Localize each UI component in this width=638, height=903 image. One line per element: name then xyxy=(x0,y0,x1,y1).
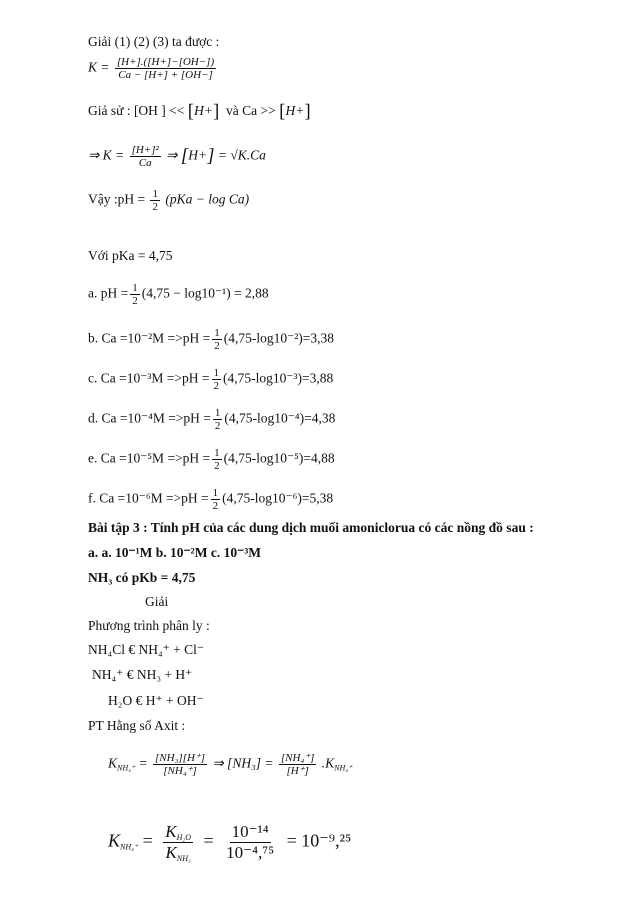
ka-tail-sub: NH₄⁺ xyxy=(334,763,353,773)
case-frac-num: 1 xyxy=(132,282,138,294)
equation-2: NH₄⁺ € NH₃ + H⁺ xyxy=(92,667,193,682)
ka-frac1 xyxy=(153,752,207,777)
kv-den: $K_{NH_3}$ xyxy=(165,843,191,863)
equation-1: NH₄Cl € NH₄⁺ + Cl⁻ xyxy=(88,642,205,657)
equation-3: H₂O € H⁺ + OH⁻ xyxy=(108,693,204,708)
case-label: f. Ca =10⁻⁶M =>pH = xyxy=(88,490,209,506)
k-fraction xyxy=(115,56,216,81)
case-e xyxy=(88,447,335,472)
pka-line: Với pKa = 4,75 xyxy=(88,248,173,263)
case-f xyxy=(88,487,333,512)
case-frac-den: 2 xyxy=(132,295,138,307)
assume-text2: và Ca >> xyxy=(226,103,276,118)
derive-eq: = √K.Ca xyxy=(217,147,266,163)
case-d xyxy=(88,407,335,432)
derive-line: ⇒ K = $\frac{\text{[H+]²}}{Ca}$ ⇒ [H+] = √K.Ca xyxy=(88,144,266,169)
case-expr: (4,75-log10⁻³)=3,88 xyxy=(223,370,334,386)
ph-den: 2 xyxy=(152,201,158,213)
eq-heading: Phương trình phân ly : xyxy=(88,618,210,633)
derive-arrow2: ⇒ xyxy=(166,147,178,163)
case-label: e. Ca =10⁻⁵M =>pH = xyxy=(88,450,211,466)
kv-den-val: 10⁻⁴,⁷⁵ xyxy=(226,843,275,862)
kv-num: $K_{H_2O}$ xyxy=(165,822,191,842)
case-a xyxy=(88,282,269,307)
ph-general xyxy=(88,188,249,213)
ka-lhs: K xyxy=(108,755,118,771)
case-frac-num: 1 xyxy=(214,327,220,339)
exercise3-nh3: NH₃ có pKb = 4,75 xyxy=(88,570,196,585)
case-expr: (4,75 − log10⁻¹) = 2,88 xyxy=(141,285,269,301)
case-expr: (4,75-log10⁻⁴)=4,38 xyxy=(224,410,336,426)
solution-heading: Giải xyxy=(145,594,169,609)
assume-text1: Giả sử : [OH ] << xyxy=(88,103,185,118)
case-frac-den: 2 xyxy=(214,460,220,472)
case-label: c. Ca =10⁻³M =>pH = xyxy=(88,370,210,386)
derive-arrow: ⇒ K = xyxy=(88,147,125,163)
ka-lhs-sub: NH₄⁺ xyxy=(117,763,136,773)
case-frac-den: 2 xyxy=(214,420,221,432)
case-frac-num: 1 xyxy=(214,447,220,459)
exercise3-options: a. a. 10⁻¹M b. 10⁻²M c. 10⁻³M xyxy=(88,545,261,560)
k-lhs: K = xyxy=(88,59,110,75)
kv-num-val: 10⁻¹⁴ xyxy=(231,822,269,841)
derive-denominator: Ca xyxy=(138,157,152,169)
ph-num: 1 xyxy=(152,188,158,200)
ka-frac2 xyxy=(279,752,316,777)
k-formula xyxy=(88,56,218,81)
derive-numerator: [H+]² xyxy=(131,144,159,156)
case-frac-den: 2 xyxy=(212,500,219,512)
case-frac-num: 1 xyxy=(214,407,221,419)
kv-frac2 xyxy=(224,822,276,863)
ka-tail: .K xyxy=(321,755,335,771)
ka-num1: [NH₃][H⁺] xyxy=(155,752,205,764)
ka-value: $K_{NH_4^+}$ = $\frac{K_{H_2O}}{K_{NH_3}}$ = $\frac{\text{10⁻¹⁴}}{\text{10⁻⁴,⁷⁵}}$ = 10⁻⁹,²⁵ xyxy=(108,822,352,863)
ph-expr: (pKa − log Ca) xyxy=(165,191,250,207)
k-numerator: [H+].([H+]−[OH−]) xyxy=(116,56,215,68)
k-denominator: Ca − [H+] + [OH−] xyxy=(118,69,213,81)
case-expr: (4,75-log10⁻⁶)=5,38 xyxy=(222,490,334,506)
case-frac-den: 2 xyxy=(213,380,219,392)
assumption-line: Giả sử : [OH ] << [H+] và Ca >> [H+] xyxy=(88,101,311,122)
intro-text: Giải (1) (2) (3) ta được : xyxy=(88,34,220,49)
assume-bracket1: H+ xyxy=(194,103,213,118)
case-frac-num: 1 xyxy=(212,487,219,499)
case-label: d. Ca =10⁻⁴M =>pH = xyxy=(88,410,211,426)
case-label: b. Ca =10⁻²M =>pH = xyxy=(88,330,211,346)
derive-fraction xyxy=(130,144,161,169)
ka-formula: $K_{NH_4^+}$ = $\frac{\text{[NH₃][H⁺]}}{\text{[NH₄⁺]}}$ ⇒ [NH₃] = $\frac{\text{[NH₄⁺]}}{[H^+]}$ $.K_{NH_4^+}$ xyxy=(108,752,353,777)
kv-frac1 xyxy=(163,822,193,863)
kv-lhs: K xyxy=(108,830,121,851)
exercise3-title: Bài tập 3 : Tính pH của các dung dịch muối amoniclorua có các nồng đồ sau : xyxy=(88,520,534,535)
case-b xyxy=(88,327,334,352)
case-frac-den: 2 xyxy=(214,340,220,352)
case-expr: (4,75-log10⁻²)=3,38 xyxy=(223,330,335,346)
ka-den2: [H⁺] xyxy=(286,765,309,777)
case-label: a. pH = xyxy=(88,285,129,301)
ka-num2: [NH₄⁺] xyxy=(280,752,315,764)
kv-result: = 10⁻⁹,²⁵ xyxy=(286,830,352,851)
case-c xyxy=(88,367,333,392)
derive-bracket: H+ xyxy=(188,147,208,163)
const-heading: PT Hằng số Axit : xyxy=(88,718,186,733)
ka-arrow: ⇒ [NH₃] = xyxy=(212,755,274,771)
ph-fraction xyxy=(150,188,160,213)
kv-lhs-sub: NH₄⁺ xyxy=(120,842,139,852)
ph-lead: Vậy :pH = xyxy=(88,191,146,207)
assume-bracket2: H+ xyxy=(285,103,305,118)
case-expr: (4,75-log10⁻⁵)=4,88 xyxy=(223,450,335,466)
ka-den1: [NH₄⁺] xyxy=(163,765,197,777)
case-frac-num: 1 xyxy=(213,367,219,379)
